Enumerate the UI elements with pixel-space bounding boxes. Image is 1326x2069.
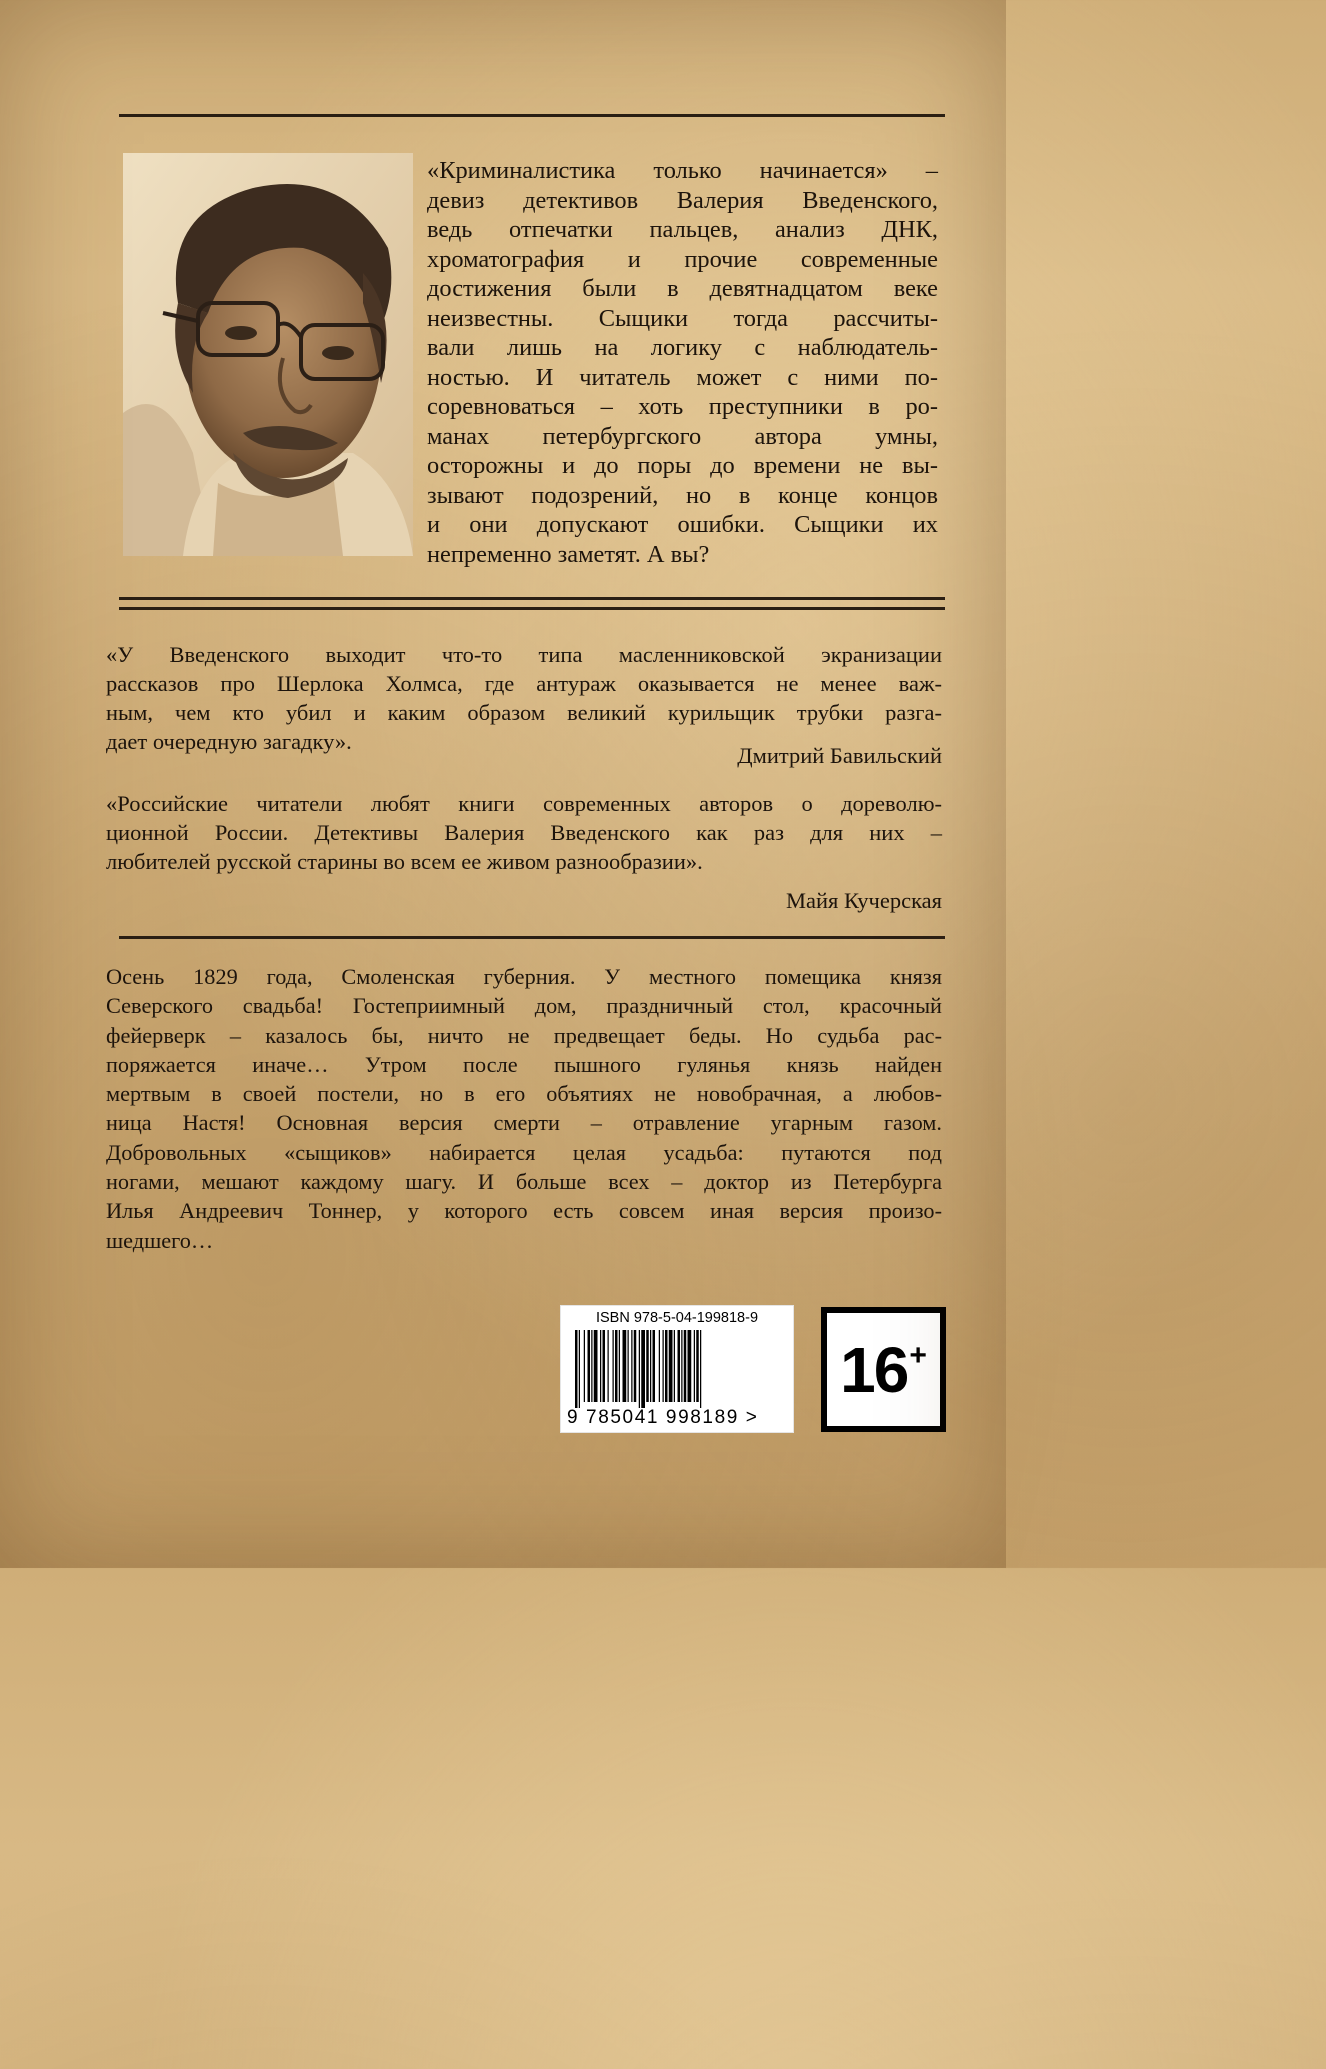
author-blurb-line: хроматография и прочие современные: [427, 245, 938, 273]
review-author-2: Майя Кучерская: [785, 888, 942, 913]
synopsis: [106, 962, 942, 1255]
author-blurb-line: неизвестны. Сыщики тогда рассчиты-: [427, 304, 938, 332]
barcode-bar: [603, 1330, 606, 1402]
age-rating-number: 16: [840, 1333, 908, 1406]
review-line: дает очередную загадку».: [106, 729, 352, 754]
author-blurb: [427, 156, 938, 569]
synopsis-line: Северского свадьба! Гостеприимный дом, праздничный стол, красочный: [106, 993, 942, 1019]
synopsis-line: ногами, мешают каждому шагу. И больше всех – доктор из Петербурга: [106, 1169, 942, 1195]
barcode-bar: [663, 1330, 664, 1402]
barcode-bars: [571, 1330, 779, 1408]
author-blurb-line: осторожны и до поры до времени не вы-: [427, 452, 938, 479]
barcode-bar: [615, 1330, 618, 1402]
review-quote-1: [106, 640, 942, 756]
review-line: рассказов про Шерлока Холмса, где антураж оказывается не менее важ-: [106, 671, 942, 696]
barcode-bar: [674, 1330, 675, 1402]
review-line: «Российские читатели любят книги современных авторов о дореволю-: [106, 791, 942, 816]
barcode-bar: [591, 1330, 592, 1402]
author-blurb-line: «Криминалистика только начинается» –: [427, 157, 938, 184]
ean-digits: 9 785041 998189 >: [567, 1407, 759, 1428]
synopsis-line: Илья Андреевич Тоннер, у которого есть совсем иная версия произо-: [106, 1198, 942, 1224]
barcode-bar: [684, 1330, 687, 1402]
review-author-1: Дмитрий Бавильский: [737, 743, 942, 768]
review-line: ным, чем кто убил и каким образом великий курильщик трубки разга-: [106, 700, 942, 725]
synopsis-line: поряжается иначе… Утром после пышного гулянья князь найден: [106, 1051, 942, 1077]
barcode-bar: [700, 1330, 701, 1408]
review-line: «У Введенского выходит что-то типа масленниковской экранизации: [106, 642, 942, 667]
barcode-bar: [594, 1330, 598, 1402]
barcode-bar: [696, 1330, 699, 1402]
synopsis-line: шедшего…: [106, 1227, 214, 1253]
barcode-bar: [588, 1330, 591, 1402]
section-divider-double: [119, 597, 945, 610]
review-line: любителей русской старины во всем ее живом разнообразии».: [106, 849, 703, 874]
author-blurb-line: девиз детективов Валерия Введенского,: [427, 186, 938, 214]
author-blurb-line: манах петербургского автора умны,: [427, 422, 938, 450]
synopsis-divider: [119, 936, 945, 939]
barcode-bar: [653, 1330, 656, 1402]
barcode-bar: [608, 1330, 609, 1402]
barcode-bar: [575, 1330, 578, 1408]
barcode-bar: [641, 1330, 645, 1408]
barcode-bar: [659, 1330, 660, 1402]
barcode-bar: [628, 1330, 629, 1402]
barcode-bar: [694, 1330, 695, 1402]
author-blurb-line: соревноваться – хоть преступники в ро-: [427, 393, 938, 420]
barcode-bar: [678, 1330, 681, 1402]
synopsis-line: Осень 1829 года, Смоленская губерния. У местного помещика князя: [106, 964, 942, 989]
author-blurb-line: и они допускают ошибки. Сыщики их: [427, 511, 938, 538]
age-rating-plus: +: [909, 1338, 927, 1372]
barcode-bar: [681, 1330, 682, 1402]
top-divider: [119, 114, 945, 117]
author-blurb-line: ностью. И читатель может с ними по-: [427, 363, 938, 391]
synopsis-line: Добровольных «сыщиков» набирается целая усадьба: путаются под: [106, 1139, 942, 1165]
barcode-bar: [600, 1330, 601, 1402]
barcode-bar: [646, 1330, 649, 1402]
barcode-bar: [579, 1330, 580, 1408]
author-photo: [123, 153, 413, 556]
barcode-bar: [639, 1330, 640, 1408]
author-blurb-line: вали лишь на логику с наблюдатель-: [427, 334, 938, 361]
author-blurb-line: зывают подозрений, но в конце концов: [427, 481, 938, 509]
author-blurb-line: достижения были в девятнадцатом веке: [427, 275, 938, 302]
barcode-bar: [669, 1330, 673, 1402]
barcode-bar: [613, 1330, 614, 1402]
review-line: ционной России. Детективы Валерия Введенского как раз для них –: [106, 820, 942, 845]
barcode-bar: [619, 1330, 620, 1402]
isbn-text: ISBN 978-5-04-199818-9: [595, 1310, 759, 1326]
barcode-bar: [634, 1330, 637, 1402]
author-blurb-line: ведь отпечатки пальцев, анализ ДНК,: [427, 216, 938, 243]
synopsis-line: ница Настя! Основная версия смерти – отравление угарным газом.: [106, 1110, 942, 1136]
isbn-barcode: [560, 1305, 794, 1433]
review-quote-2: [106, 789, 942, 876]
age-rating-badge: [821, 1307, 946, 1432]
synopsis-line: мертвым в своей постели, но в его объятиях не новобрачная, а любов-: [106, 1081, 942, 1107]
barcode-bar: [665, 1330, 668, 1402]
synopsis-line: фейерверк – казалось бы, ничто не предвещает беды. Но судьба рас-: [106, 1022, 942, 1048]
barcode-bar: [584, 1330, 585, 1402]
barcode-bar: [688, 1330, 692, 1402]
barcode-bar: [650, 1330, 651, 1402]
author-blurb-line: непременно заметят. А вы?: [427, 540, 710, 568]
barcode-bar: [623, 1330, 627, 1402]
barcode-bar: [631, 1330, 632, 1402]
